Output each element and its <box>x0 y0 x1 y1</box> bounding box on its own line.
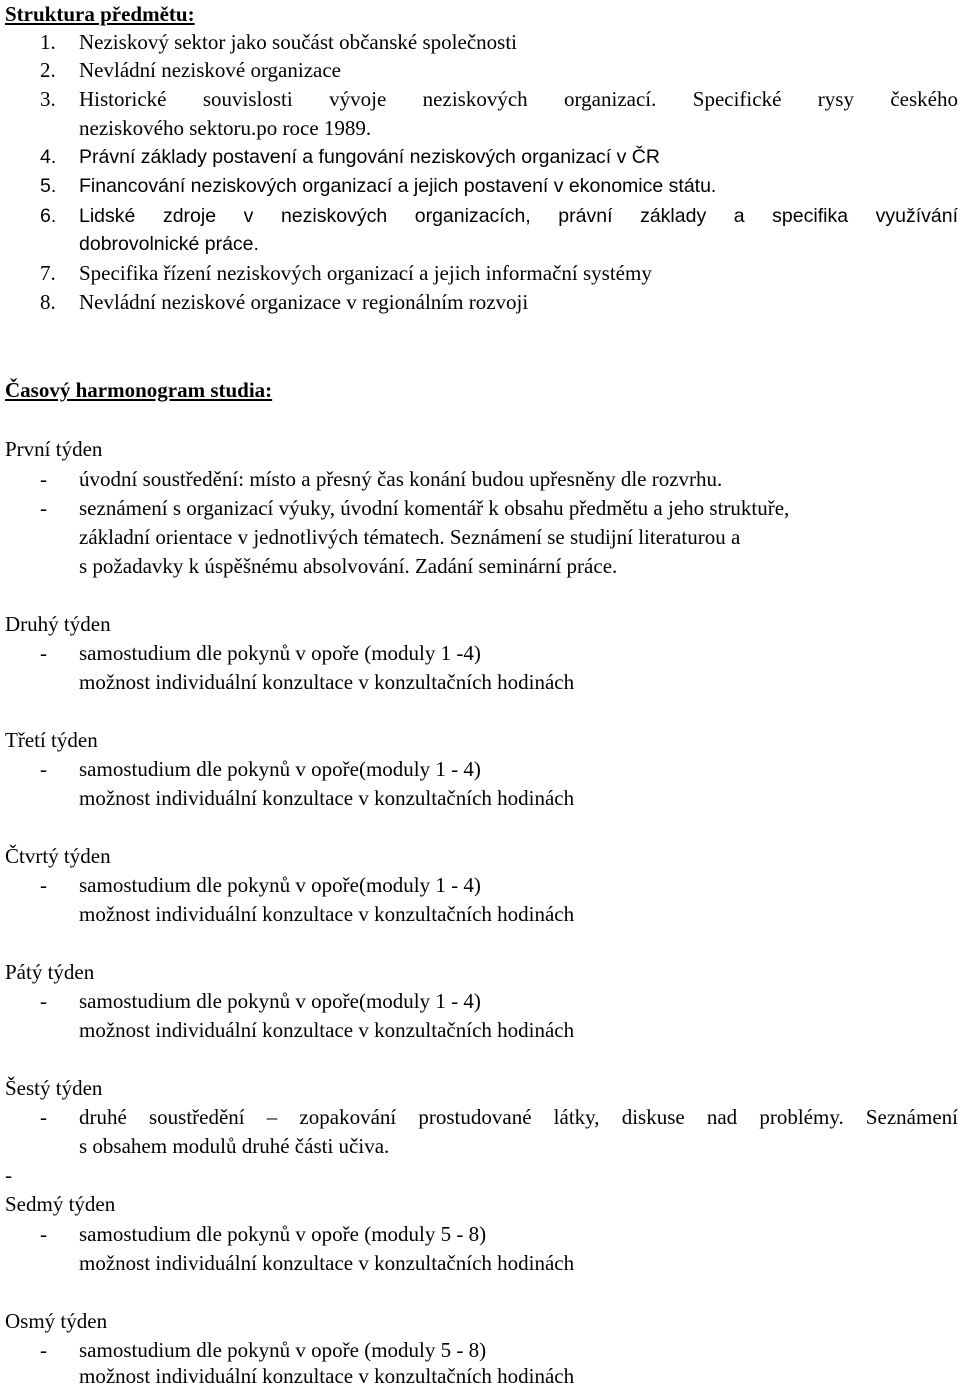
bullet-text-continued: možnost individuální konzultace v konzultačních hodinách <box>79 786 575 810</box>
structure-item-text: Právní základy postavení a fungování neziskových organizací v ČR <box>79 146 660 168</box>
structure-item-text: Nevládní neziskové organizace <box>79 58 341 82</box>
week-title: Třetí týden <box>5 728 98 752</box>
structure-item-number: 8. <box>40 290 56 314</box>
bullet-dash-empty: - <box>5 1163 12 1187</box>
bullet-text-continued: možnost individuální konzultace v konzultačních hodinách <box>79 1251 575 1275</box>
structure-item-number: 6. <box>40 205 57 227</box>
week-title: Pátý týden <box>5 960 95 984</box>
structure-item-number: 4. <box>40 146 57 168</box>
bullet-text: druhé soustředění – zopakování prostudované látky, diskuse nad problémy. Seznámení <box>79 1105 958 1129</box>
bullet-dash: - <box>40 641 47 665</box>
bullet-dash: - <box>40 1105 47 1129</box>
bullet-text-continued: možnost individuální konzultace v konzultačních hodinách <box>79 1364 575 1388</box>
bullet-text-continued: s obsahem modulů druhé části učiva. <box>79 1134 390 1158</box>
structure-item-number: 5. <box>40 175 57 197</box>
bullet-text-continued: možnost individuální konzultace v konzultačních hodinách <box>79 902 575 926</box>
structure-item-text: Nevládní neziskové organizace v regionálním rozvoji <box>79 290 529 314</box>
bullet-text: samostudium dle pokynů v opoře (moduly 5 - 8) <box>79 1222 487 1246</box>
bullet-dash: - <box>40 873 47 897</box>
structure-item-text-continued: dobrovolnické práce. <box>79 233 259 255</box>
bullet-text: samostudium dle pokynů v opoře(moduly 1 - 4) <box>79 873 481 897</box>
structure-item-text: Neziskový sektor jako součást občanské společnosti <box>79 30 517 54</box>
structure-item-text: Specifika řízení neziskových organizací a jejich informační systémy <box>79 261 652 285</box>
bullet-dash: - <box>40 989 47 1013</box>
structure-item-text: Lidské zdroje v neziskových organizacích, právní základy a specifika využívání <box>79 205 958 227</box>
structure-item-number: 7. <box>40 261 56 285</box>
structure-item-number: 3. <box>40 87 56 111</box>
structure-heading: Struktura předmětu: <box>5 2 195 26</box>
bullet-dash: - <box>40 496 47 520</box>
schedule-heading: Časový harmonogram studia: <box>5 378 273 402</box>
bullet-dash: - <box>40 467 47 491</box>
week-title: Sedmý týden <box>5 1192 116 1216</box>
bullet-text: samostudium dle pokynů v opoře (moduly 5 - 8) <box>79 1338 487 1362</box>
structure-item-number: 2. <box>40 58 56 82</box>
bullet-text: samostudium dle pokynů v opoře (moduly 1 -4) <box>79 641 481 665</box>
week-title: Čtvrtý týden <box>5 844 111 868</box>
week-title: První týden <box>5 437 103 461</box>
week-title: Druhý týden <box>5 612 111 636</box>
week-title: Osmý týden <box>5 1309 108 1333</box>
structure-item-text: Financování neziskových organizací a jejich postavení v ekonomice státu. <box>79 175 717 197</box>
bullet-text: seznámení s organizací výuky, úvodní komentář k obsahu předmětu a jeho struktuře, <box>79 496 790 520</box>
bullet-dash: - <box>40 757 47 781</box>
bullet-text-continued: možnost individuální konzultace v konzultačních hodinách <box>79 670 575 694</box>
bullet-dash: - <box>40 1338 47 1362</box>
structure-item-text-continued: neziskového sektoru.po roce 1989. <box>79 116 372 140</box>
bullet-dash: - <box>40 1222 47 1246</box>
bullet-text: samostudium dle pokynů v opoře(moduly 1 - 4) <box>79 757 481 781</box>
bullet-text: úvodní soustředění: místo a přesný čas konání budou upřesněny dle rozvrhu. <box>79 467 723 491</box>
bullet-text: samostudium dle pokynů v opoře(moduly 1 - 4) <box>79 989 481 1013</box>
bullet-text-continued: možnost individuální konzultace v konzultačních hodinách <box>79 1018 575 1042</box>
bullet-text-continued: základní orientace v jednotlivých tématech. Seznámení se studijní literaturou a <box>79 525 741 549</box>
structure-item-text: Historické souvislosti vývoje neziskových organizací. Specifické rysy českého <box>79 87 958 111</box>
week-title: Šestý týden <box>5 1076 103 1100</box>
bullet-text-continued: s požadavky k úspěšnému absolvování. Zadání seminární práce. <box>79 554 618 578</box>
structure-item-number: 1. <box>40 30 56 54</box>
